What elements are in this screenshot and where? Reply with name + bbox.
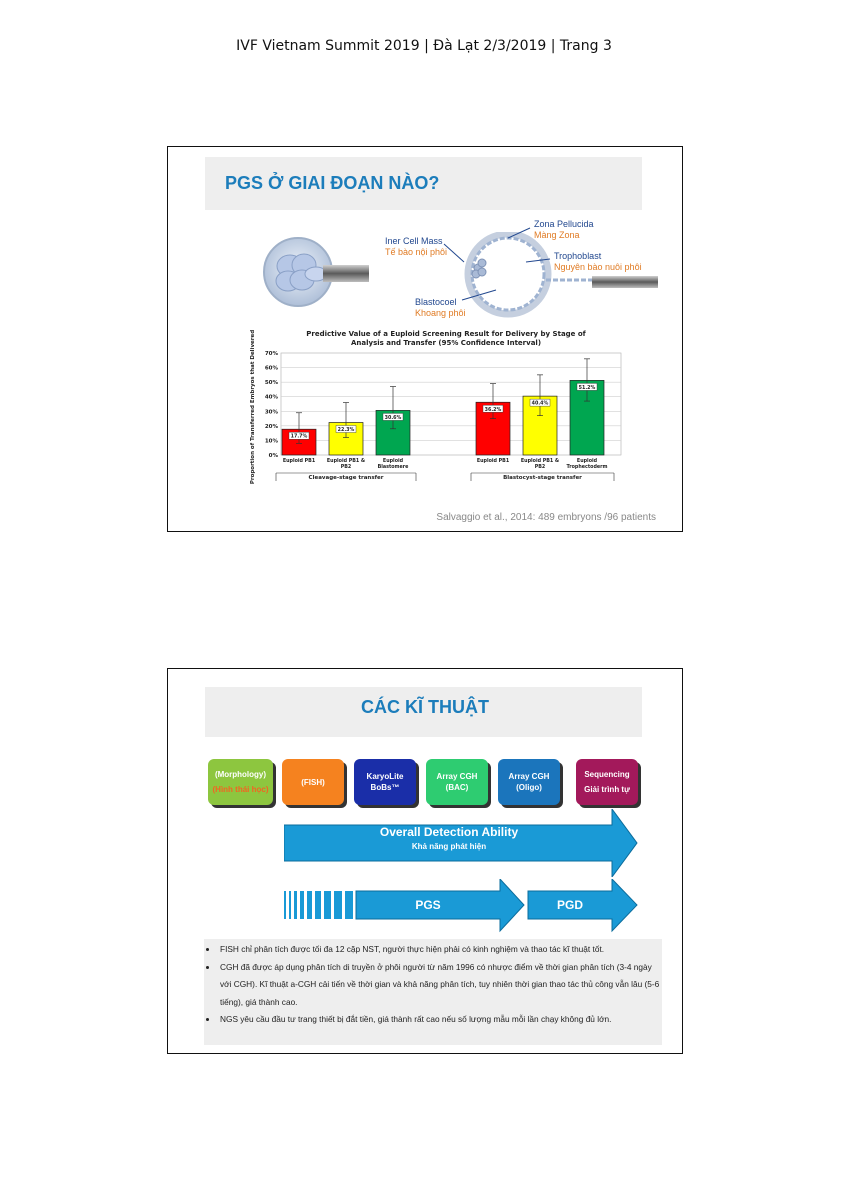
technique-line1: Array CGH: [436, 772, 478, 781]
technique-array-cgh-bac: [426, 759, 488, 805]
slide-techniques: [167, 668, 683, 1054]
x-tick-label-line2: PB2: [534, 465, 546, 470]
chart-title: Predictive Value of a Euploid Screening Result for Delivery by Stage of: [306, 330, 586, 338]
data-label: 40.4%: [531, 401, 549, 407]
technique-fish: [282, 759, 344, 805]
x-tick-label: Euploid: [576, 459, 598, 464]
y-tick-label: 20%: [264, 423, 278, 430]
label-troph-en: Trophoblast: [554, 251, 602, 261]
source-citation: Salvaggio et al., 2014: 489 embryons /96 patients: [436, 512, 656, 523]
technique-line2: (BAC): [445, 783, 469, 792]
x-tick-label-line2: PB2: [340, 465, 352, 470]
technique-line1: (Morphology): [214, 770, 267, 779]
technique-karyolite-bobs: [354, 759, 416, 805]
y-tick-label: 40%: [264, 394, 278, 401]
y-tick-label: 50%: [264, 380, 278, 387]
technique-line2: Giải trình tự: [584, 785, 630, 794]
technique-line2: (Hình thái học): [212, 785, 269, 794]
data-label: 17.7%: [290, 434, 308, 440]
cleavage-embryo-illustration: [260, 232, 370, 312]
page-header: IVF Vietnam Summit 2019 | Đà Lạt 2/3/2019 | Trang 3: [236, 38, 612, 54]
x-tick-label-line2: Blastomere: [377, 465, 409, 470]
title-band: [205, 157, 642, 210]
group-label: Blastocyst-stage transfer: [503, 475, 582, 481]
data-label: 36.2%: [484, 407, 502, 413]
technique-sequencing: [576, 759, 638, 805]
y-tick-label: 70%: [264, 351, 278, 357]
notes-box: [204, 939, 662, 1045]
technique-line2: BoBs™: [370, 783, 400, 792]
note-item: • NGS yêu cầu đầu tư trang thiết bị đắt tiền, giá thành rất cao nếu số lượng mẫu mỗi lần chạy không đủ lớn.: [218, 1011, 662, 1029]
note-item: • CGH đã được áp dụng phân tích di truyền ở phôi người từ năm 1996 có nhược điểm về thời gian phân tích (3-4 ngày với CGH). Kĩ thuật a-CGH cải tiến về thời gian và khả năng phân tích, tuy nhiên thời gian thao tác thủ công vẫn lâu (5-6 tiếng), giá thành cao.: [218, 959, 662, 1012]
technique-line1: Sequencing: [584, 770, 630, 779]
slide-title: PGS Ở GIAI ĐOẠN NÀO?: [225, 173, 440, 193]
label-blasto-vi: Khoang phôi: [415, 308, 466, 318]
x-tick-label-line2: Trophectoderm: [566, 465, 608, 470]
y-tick-label: 30%: [264, 409, 278, 416]
technique-morphology: [208, 759, 273, 805]
x-tick-label: Euploid PB1 &: [326, 459, 366, 464]
y-tick-label: 60%: [264, 365, 278, 372]
detection-ability-title: Overall Detection Ability: [379, 825, 519, 839]
group-label: Cleavage-stage transfer: [308, 475, 384, 481]
data-label: 22.3%: [337, 428, 355, 434]
data-label: 30.6%: [384, 415, 402, 421]
y-tick-label: 10%: [264, 438, 278, 445]
y-tick-label: 0%: [268, 453, 278, 459]
slide-title: CÁC KĨ THUẬT: [361, 697, 489, 717]
label-blasto-en: Blastocoel: [415, 297, 457, 307]
detection-ability-subtitle: Khả năng phát hiện: [411, 842, 487, 851]
technique-line1: (FISH): [301, 777, 325, 787]
technique-line1: Array CGH: [508, 772, 550, 781]
label-pointer-lines: [398, 222, 578, 312]
pgd-label: PGD: [556, 898, 583, 912]
x-tick-label: Euploid PB1: [282, 459, 316, 464]
note-item: • FISH chỉ phân tích được tối đa 12 cặp NST, người thực hiện phải có kinh nghiệm và thao tác kĩ thuật tốt.: [218, 941, 662, 959]
data-label: 51.2%: [578, 385, 596, 391]
technique-line1: KaryoLite: [366, 772, 404, 781]
chart-y-axis-label: Proportion of Transferred Embryos that Delivered: [250, 329, 256, 485]
euploid-delivery-chart: [246, 327, 626, 495]
technique-array-cgh-oligo: [498, 759, 560, 805]
slide-pgs-stage: [167, 146, 683, 532]
x-tick-label: Euploid: [382, 459, 404, 464]
pgs-label: PGS: [415, 898, 441, 912]
label-icm-en: Iner Cell Mass: [385, 236, 443, 246]
chart-title-line2: Analysis and Transfer (95% Confidence Interval): [350, 339, 542, 347]
x-tick-label: Euploid PB1: [476, 459, 510, 464]
label-troph-vi: Nguyên bào nuôi phôi: [554, 262, 642, 272]
label-zona-en: Zona Pellucida: [534, 219, 594, 229]
technique-line2: (Oligo): [516, 783, 542, 792]
label-icm-vi: Tế bào nội phôi: [385, 247, 448, 257]
label-zona-vi: Màng Zona: [534, 230, 580, 240]
x-tick-label: Euploid PB1 &: [520, 459, 560, 464]
